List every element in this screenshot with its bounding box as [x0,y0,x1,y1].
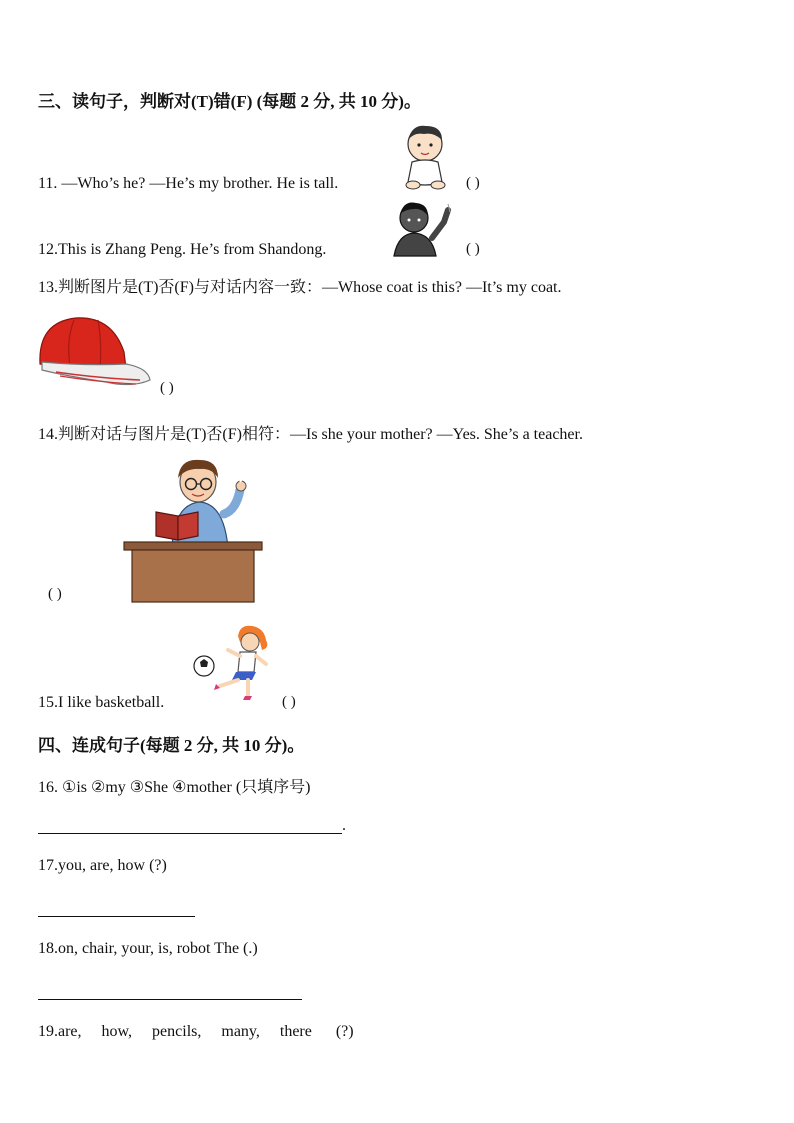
section-3-heading: 三、读句子，判断对(T)错(F) (每题 2 分, 共 10 分)。 [38,92,421,111]
question-16-answer-line[interactable] [38,833,342,834]
teacher-at-desk-image [120,456,266,604]
question-17-text: 17.you, are, how (?) [38,857,167,874]
waving-boy-image [388,200,454,258]
question-13-text: 13.判断图片是(T)否(F)与对话内容一致：—Whose coat is this? —It’s my coat. [38,279,562,296]
question-16-period: . [342,817,346,834]
question-12-answer-blank[interactable]: ( ) [466,241,480,257]
question-15-text: 15.I like basketball. [38,694,165,711]
baby-boy-image [398,122,454,192]
question-18-answer-line[interactable] [38,999,302,1000]
question-17-answer-line[interactable] [38,916,195,917]
red-cap-image [36,312,154,392]
section-4-heading: 四、连成句子(每题 2 分, 共 10 分)。 [38,736,305,755]
question-18-text: 18.on, chair, your, is, robot The (.) [38,940,258,957]
girl-kicking-football-image [190,622,274,702]
question-11-text: 11. —Who’s he? —He’s my brother. He is tall. [38,175,339,192]
question-11-answer-blank[interactable]: ( ) [466,175,480,191]
question-19-text: 19.are, how, pencils, many, there (?) [38,1023,354,1040]
question-16-text: 16. ①is ②my ③She ④mother (只填序号) [38,779,311,796]
question-15-answer-blank[interactable]: ( ) [282,694,296,710]
question-14-answer-blank[interactable]: ( ) [48,586,62,602]
question-12-text: 12.This is Zhang Peng. He’s from Shandong. [38,241,327,258]
question-13-answer-blank[interactable]: ( ) [160,380,174,396]
question-14-text: 14.判断对话与图片是(T)否(F)相符：—Is she your mother? —Yes. She’s a teacher. [38,426,583,443]
